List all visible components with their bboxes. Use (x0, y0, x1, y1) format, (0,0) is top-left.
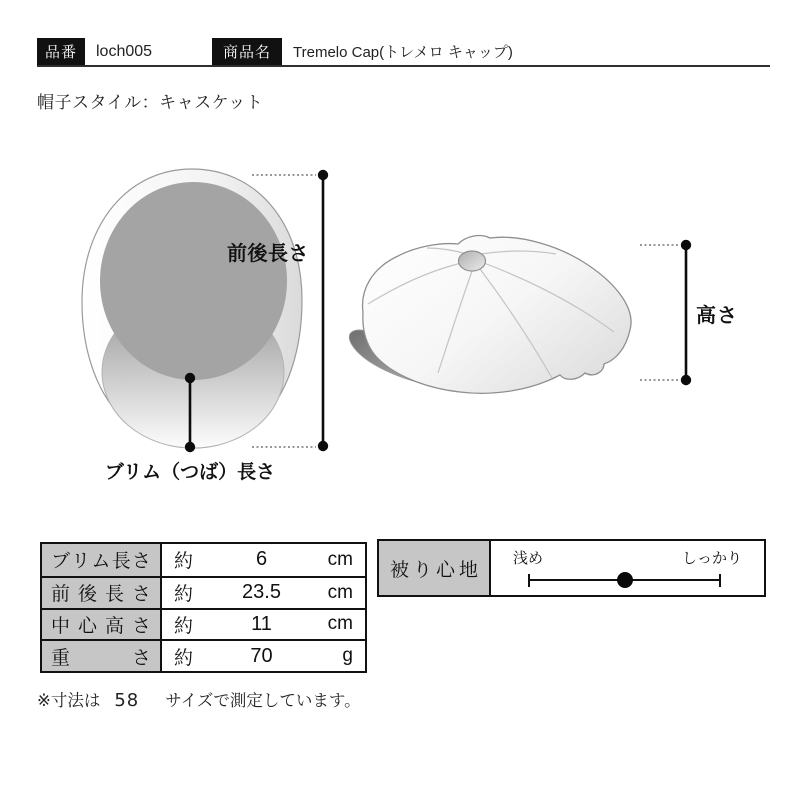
approx-text: 約 (174, 584, 194, 606)
product-name-value: Tremelo Cap(トレメロ キャップ) (293, 44, 513, 61)
brim-length-label: ブリム（つば）長さ (104, 462, 276, 483)
side-view-cap (349, 236, 631, 394)
fit-firm-label: しっかり (681, 550, 742, 567)
approx-text: 約 (174, 615, 194, 637)
value-text: 6 (255, 548, 268, 571)
footnote-size-value: 58 (114, 690, 140, 711)
top-view-cap (82, 169, 302, 448)
header-divider (37, 65, 770, 67)
spec-row-value (162, 544, 365, 576)
spec-row-label: ブ リ ム 長 さ (42, 544, 162, 576)
spec-row-value (162, 576, 365, 608)
item-number-tag: 品番 (37, 38, 85, 65)
spec-table (40, 542, 367, 673)
value-text: 70 (250, 644, 273, 667)
unit-text: cm (327, 548, 353, 570)
height-label: 高さ (696, 305, 738, 327)
item-number-value: loch005 (96, 42, 153, 60)
fit-gauge-label: 被 り 心 地 (379, 541, 491, 595)
unit-text: cm (327, 581, 353, 603)
fit-shallow-label: 浅め (513, 550, 544, 567)
hat-measurement-diagram (60, 150, 790, 510)
fit-gauge-knob (617, 572, 633, 588)
fit-gauge-track (528, 579, 721, 581)
spec-row-value (162, 639, 365, 671)
approx-text: 約 (174, 647, 194, 669)
spec-row-label: 前 後 長 さ (42, 576, 162, 608)
value-text: 23.5 (242, 581, 281, 604)
hat-style-text: 帽子スタイル：キャスケット (37, 93, 264, 112)
value-text: 11 (251, 612, 272, 635)
height-measure (640, 240, 691, 385)
unit-text: g (342, 645, 353, 667)
fit-gauge (377, 539, 766, 597)
approx-text: 約 (174, 551, 194, 573)
front-back-length-label: 前後長さ (227, 243, 309, 265)
product-name-tag: 商品名 (212, 38, 282, 65)
footnote-suffix: サイズで測定しています。 (165, 692, 361, 710)
fit-gauge-scale (491, 541, 764, 595)
footnote-prefix: ※寸法は (37, 692, 101, 710)
spec-row-label: 中 心 高 さ (42, 608, 162, 640)
spec-row-value (162, 608, 365, 640)
unit-text: cm (327, 613, 353, 635)
spec-row-label: 重 さ (42, 639, 162, 671)
size-footnote (37, 687, 361, 711)
